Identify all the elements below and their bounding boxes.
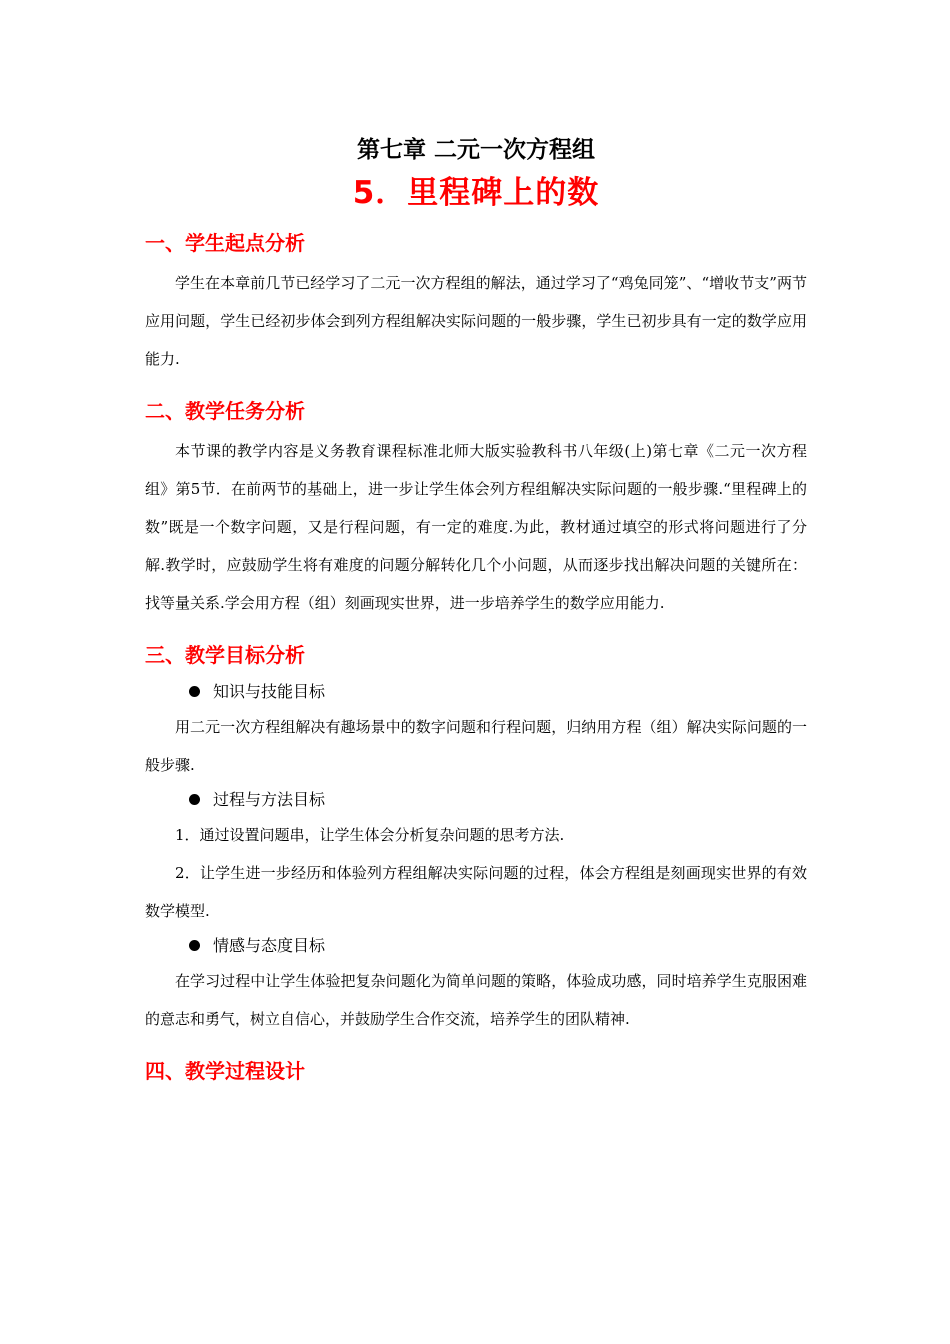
goal-paragraph: 2．让学生进一步经历和体验列方程组解决实际问题的过程，体会方程组是刻画现实世界的有效数学模型. — [145, 864, 807, 920]
goal-heading-process: 过程与方法目标 — [145, 784, 807, 816]
section-process-design — [145, 1056, 807, 1086]
goal-paragraph: 在学习过程中让学生体验把复杂问题化为简单问题的策略，体验成功感，同时培养学生克服困难的意志和勇气，树立自信心，并鼓励学生合作交流，培养学生的团队精神. — [145, 972, 807, 1028]
bullet-icon — [189, 940, 200, 951]
goal-heading-knowledge: 知识与技能目标 — [145, 676, 807, 708]
section-student-analysis — [145, 228, 807, 378]
section-heading: 四、教学过程设计 — [145, 1059, 305, 1083]
section-paragraph: 本节课的教学内容是义务教育课程标准北师大版实验教科书八年级(上)第七章《二元一次方程组》第5节．在前两节的基础上，进一步让学生体会列方程组解决实际问题的一般步骤.“里程碑上的数”既是一个数字问题，又是行程问题，有一定的难度.为此，教材通过填空的形式将问题进行了分解.教学时，应鼓励学生将有难度的问题分解转化几个小问题，从而逐步找出解决问题的关键所在：找等量关系.学会用方程（组）刻画现实世界，进一步培养学生的数学应用能力. — [145, 442, 807, 612]
section-heading: 二、教学任务分析 — [145, 399, 305, 423]
section-heading: 三、教学目标分析 — [145, 643, 305, 667]
section-task-analysis — [145, 396, 807, 622]
goal-heading-emotion: 情感与态度目标 — [145, 930, 807, 962]
section-heading: 一、学生起点分析 — [145, 231, 305, 255]
bullet-icon — [189, 686, 200, 697]
document-page — [145, 132, 807, 1092]
goal-paragraph: 1．通过设置问题串，让学生体会分析复杂问题的思考方法. — [175, 826, 565, 844]
bullet-icon — [189, 794, 200, 805]
lesson-title: 5．里程碑上的数 — [352, 175, 600, 211]
section-goal-analysis — [145, 640, 807, 1038]
chapter-title: 第七章 二元一次方程组 — [356, 137, 595, 163]
goal-paragraph: 用二元一次方程组解决有趣场景中的数字问题和行程问题，归纳用方程（组）解决实际问题的一般步骤. — [145, 718, 807, 774]
section-paragraph: 学生在本章前几节已经学习了二元一次方程组的解法，通过学习了“鸡兔同笼”、“增收节支”两节应用问题，学生已经初步体会到列方程组解决实际问题的一般步骤，学生已初步具有一定的数学应用能力. — [145, 274, 807, 368]
